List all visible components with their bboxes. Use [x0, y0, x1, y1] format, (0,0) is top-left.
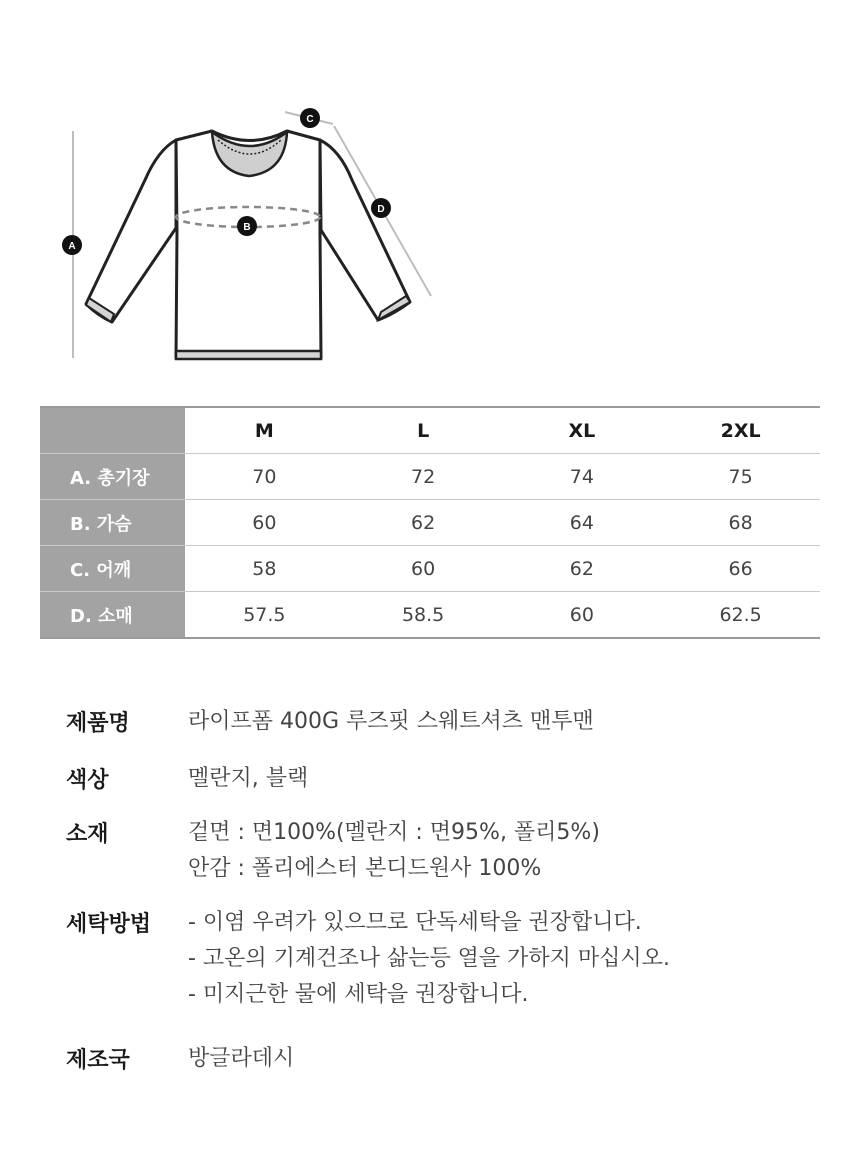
origin-label: 제조국	[66, 1048, 130, 1073]
origin-text: 방글라데시	[188, 1046, 295, 1071]
table-cell: 62.5	[661, 592, 820, 639]
table-row	[40, 454, 820, 500]
marker-c	[300, 108, 320, 128]
wash-label: 세탁방법	[66, 912, 152, 937]
svg-text:D: D	[377, 204, 385, 215]
size-table	[40, 406, 820, 639]
table-row	[40, 500, 820, 546]
table-cell: 70	[185, 454, 344, 500]
size-column-header: XL	[503, 407, 662, 454]
table-cell: 66	[661, 546, 820, 592]
row-label: A. 총기장	[40, 454, 185, 500]
marker-b	[237, 216, 257, 236]
row-label: D. 소매	[40, 592, 185, 639]
table-cell: 64	[503, 500, 662, 546]
product-name-value	[188, 704, 594, 740]
wash-value	[188, 905, 670, 1013]
table-cell: 75	[661, 454, 820, 500]
color-text: 멜란지, 블랙	[188, 766, 309, 791]
table-cell: 74	[503, 454, 662, 500]
product-name-text: 라이프폼 400G 루즈핏 스웨트셔츠 맨투맨	[188, 709, 594, 734]
svg-text:B: B	[243, 222, 251, 233]
color-label: 색상	[66, 768, 109, 793]
size-column-header: M	[185, 407, 344, 454]
row-label: C. 어깨	[40, 546, 185, 592]
material-value	[188, 815, 600, 887]
table-cell: 57.5	[185, 592, 344, 639]
size-column-header: L	[344, 407, 503, 454]
color-value	[188, 761, 308, 797]
table-row	[40, 592, 820, 639]
material-line: 안감 : 폴리에스터 본디드원사 100%	[188, 856, 542, 881]
table-cell: 62	[503, 546, 662, 592]
table-cell: 72	[344, 454, 503, 500]
table-cell: 68	[661, 500, 820, 546]
table-cell: 60	[503, 592, 662, 639]
table-row	[40, 546, 820, 592]
wash-line: - 미지근한 물에 세탁을 권장합니다.	[188, 982, 529, 1007]
table-cell: 60	[344, 546, 503, 592]
table-cell: 58	[185, 546, 344, 592]
svg-text:C: C	[306, 114, 314, 125]
size-header-row	[40, 407, 820, 454]
marker-a	[62, 235, 82, 255]
table-cell: 62	[344, 500, 503, 546]
product-name-label: 제품명	[66, 711, 130, 736]
table-cell: 60	[185, 500, 344, 546]
table-corner-cell	[40, 407, 185, 454]
wash-line: - 이염 우려가 있으므로 단독세탁을 권장합니다.	[188, 910, 642, 935]
wash-line: - 고온의 기계건조나 삶는등 열을 가하지 마십시오.	[188, 946, 670, 971]
svg-text:A: A	[68, 241, 76, 252]
material-label: 소재	[66, 822, 109, 847]
material-line: 겉면 : 면100%(멜란지 : 면95%, 폴리5%)	[188, 820, 600, 845]
hem-rib	[176, 351, 321, 359]
row-label: B. 가슴	[40, 500, 185, 546]
origin-value	[188, 1041, 294, 1077]
size-column-header: 2XL	[661, 407, 820, 454]
marker-d	[371, 198, 391, 218]
table-cell: 58.5	[344, 592, 503, 639]
sweatshirt-measurement-diagram	[0, 0, 860, 390]
